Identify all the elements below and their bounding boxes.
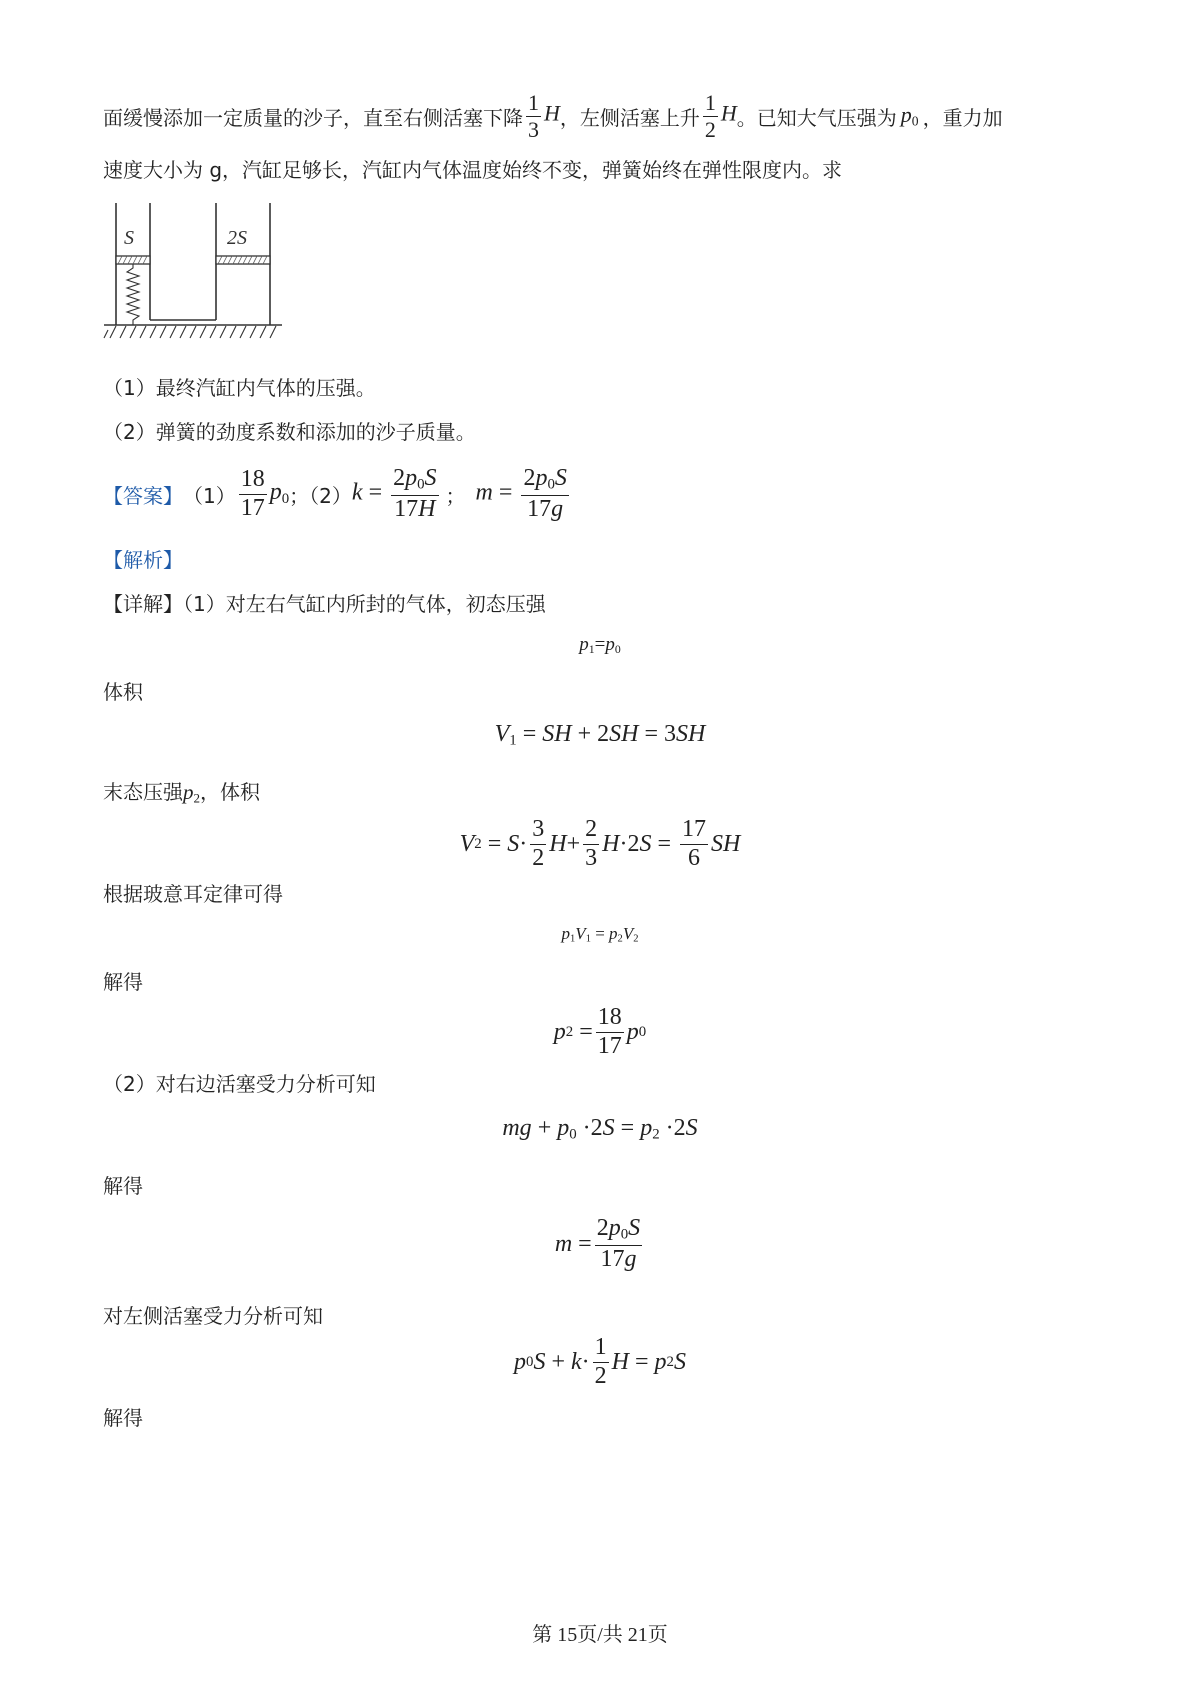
answer-part-1: （1） — [183, 483, 236, 508]
answer-separator: ；（2） — [289, 483, 352, 508]
spring — [127, 264, 139, 325]
label-volume: 体积 — [103, 680, 143, 704]
eq-p1-p0: $p_1=p_0$ — [579, 634, 621, 656]
intro-text-b: ，左侧活塞上升 — [559, 105, 700, 130]
intro-text-a: 面缓慢添加一定质量的沙子，直至右侧活塞下降 — [103, 105, 523, 130]
intro-line-1 — [103, 90, 1003, 142]
answer-separator-2: ； — [445, 483, 466, 508]
final-state-line — [103, 776, 260, 806]
answer-tag: 【答案】 — [103, 483, 183, 508]
question-2: （2）弹簧的劲度系数和添加的沙子质量。 — [103, 420, 476, 444]
eq-m: m = $\frac{2p_0S}{17g}$ — [554, 1215, 641, 1272]
eq-boyle: $p_1V_1 = p_2V_2$ — [561, 924, 639, 945]
detail-text: （1）对左右气缸内所封的气体，初态压强 — [183, 592, 546, 616]
detail-tag: 【详解】 — [103, 592, 183, 616]
eq-p2: p 2 = $\frac{18}{17}$ p 0 — [553, 1004, 647, 1059]
right-area-label: 2S — [227, 227, 247, 249]
eq-left-piston: p 0 S + k · $\frac{1}{2}$ H = p 2 S — [514, 1334, 686, 1389]
intro-line-2: 速度大小为 g，汽缸足够长，汽缸内气体温度始终不变，弹簧始终在弹性限度内。求 — [103, 158, 843, 182]
symbol-p2: $p_2$ — [183, 780, 201, 806]
label-solve-1: 解得 — [103, 970, 143, 994]
question-1: （1）最终汽缸内气体的压强。 — [103, 376, 376, 400]
cylinder-figure — [100, 198, 290, 348]
detail-line — [103, 588, 546, 617]
symbol-p0: $p_0$ — [900, 102, 919, 129]
label-left-force: 对左侧活塞受力分析可知 — [103, 1304, 323, 1328]
left-area-label: S — [124, 227, 134, 249]
label-boyle: 根据玻意耳定律可得 — [103, 882, 283, 906]
fraction-one-half-h: $\frac{1}{2}$ H — [704, 90, 737, 142]
answer-p2-expr: $\frac{18}{17}$ $p_0$ — [240, 466, 290, 521]
right-piston — [216, 256, 270, 264]
label-solve-3: 解得 — [103, 1406, 143, 1430]
answer-m-expr: m = $\frac{2p_0S}{17g}$ — [475, 465, 567, 522]
eq-right-piston: mg + $p_0 \cdot 2S = p_2 \cdot 2S$ — [502, 1115, 698, 1143]
eq-v2: V 2 = S · $\frac{3}{2}$ H + $\frac{2}{3}$ H ·2 S = $\frac{17}{6}$ SH — [459, 816, 741, 871]
analysis-tag: 【解析】 — [103, 548, 183, 572]
final-text-b: ，体积 — [200, 780, 261, 804]
label-q2-text: （2）对右边活塞受力分析可知 — [103, 1072, 376, 1096]
intro-text-c: 。已知大气压强为 — [736, 105, 897, 130]
answer-line — [103, 466, 572, 522]
final-text-a: 末态压强 — [103, 780, 183, 804]
label-solve-2: 解得 — [103, 1174, 143, 1198]
answer-k-expr: k = $\frac{2p_0S}{17H}$ — [351, 465, 437, 522]
page-footer: 第 15页/共 21页 — [532, 1624, 668, 1646]
intro-text-d: ，重力加 — [922, 105, 1003, 130]
eq-v1: $V_1$ = SH + 2SH = 3SH — [494, 721, 706, 749]
fraction-one-third-h: $\frac{1}{3}$ H — [528, 90, 560, 142]
